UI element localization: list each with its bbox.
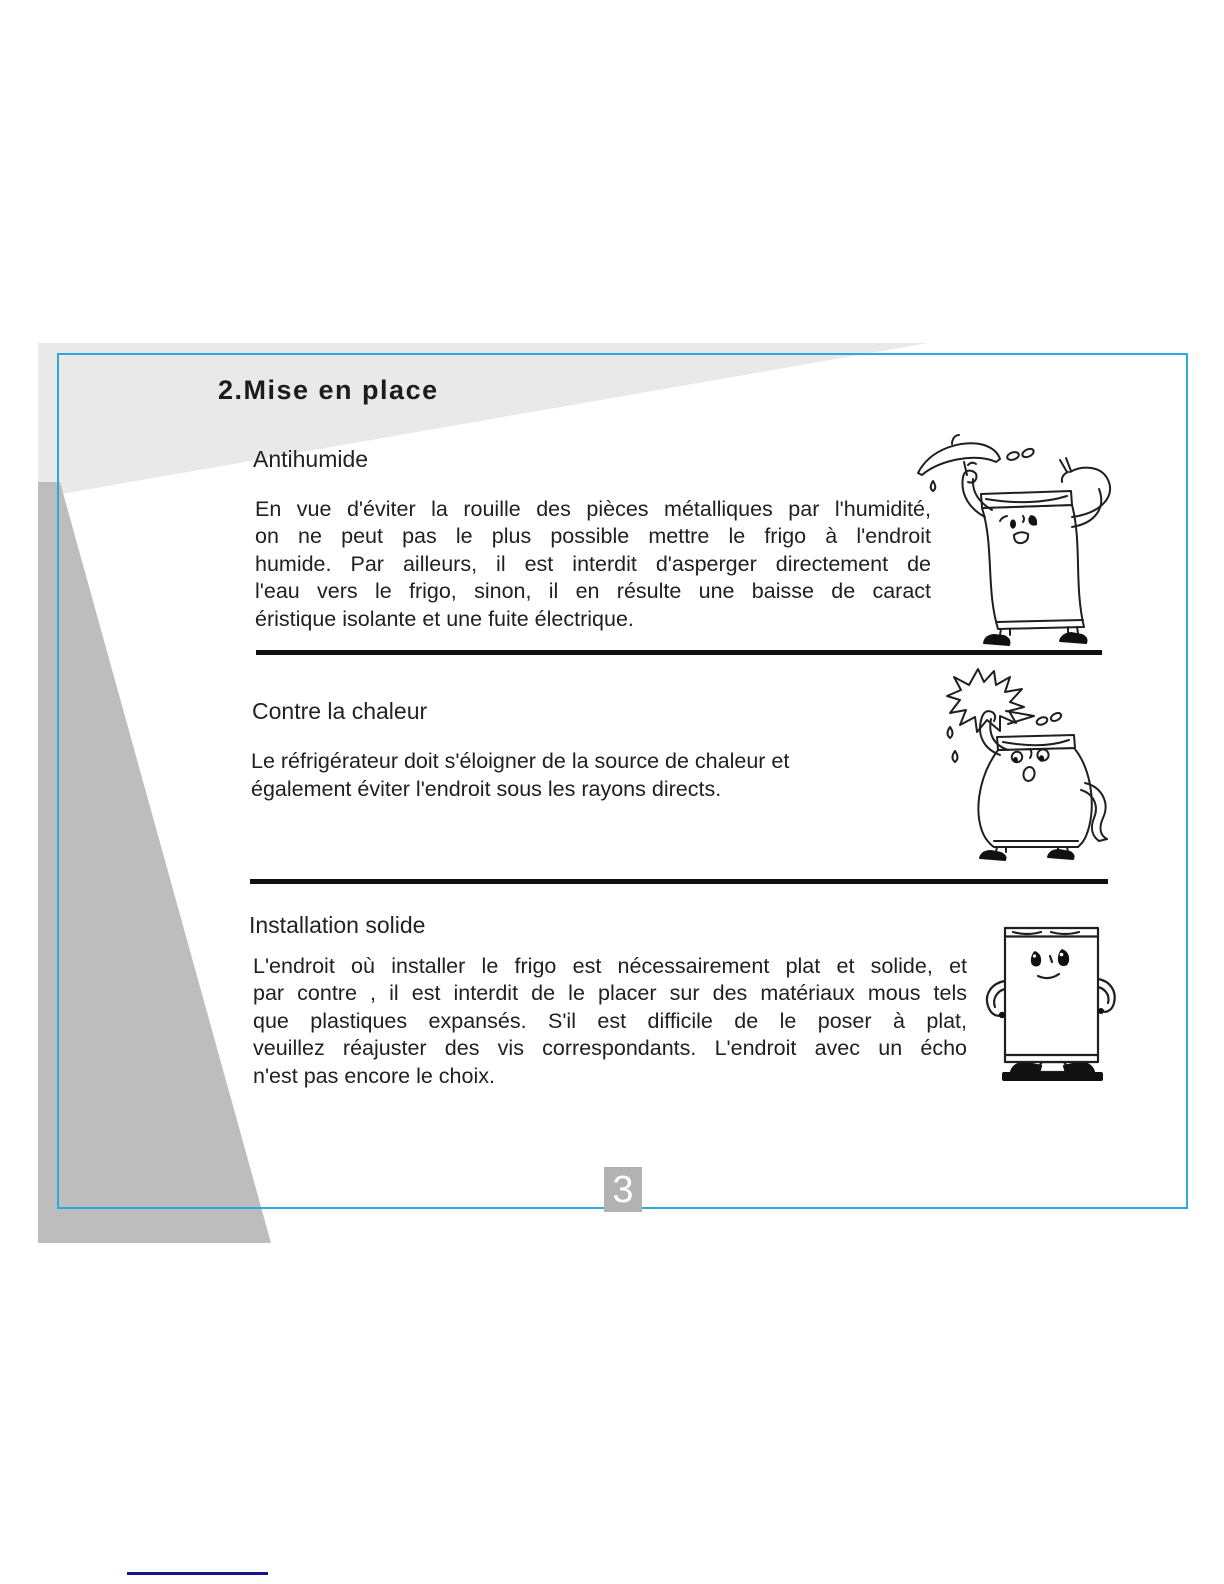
fridge-sweating-illustration: [920, 655, 1180, 890]
section-divider: [250, 879, 1108, 884]
antihumide-paragraph: [255, 496, 931, 633]
paragraph-line: on ne peut pas le plus possible mettre le frigo à l'endroit: [255, 524, 931, 549]
paragraph-line: Le réfrigérateur doit s'éloigner de la source de chaleur et: [251, 749, 790, 773]
section-heading-contre-la-chaleur: Contre la chaleur: [252, 698, 428, 724]
paragraph-line: par contre , il est interdit de le placer sur des matériaux mous tels: [253, 981, 967, 1006]
fridge-standing-firm-illustration: [955, 895, 1185, 1095]
paragraph-line: L'endroit où installer le frigo est nécessairement plat et solide, et: [253, 954, 967, 978]
paragraph-line: veuillez réajuster des vis correspondants. L'endroit avec un écho: [253, 1036, 967, 1061]
fridge-umbrella-illustration: [900, 415, 1180, 655]
footer-rule: [127, 1572, 268, 1575]
paragraph-line: l'eau vers le frigo, sinon, il en résulte une baisse de caract: [255, 579, 931, 604]
paragraph-line: éristique isolante et une fuite électrique.: [255, 606, 634, 631]
installation-paragraph: [253, 953, 967, 1090]
page-number-badge: 3: [604, 1167, 642, 1212]
paragraph-line: que plastiques expansés. S'il est difficile de le poser à plat,: [253, 1008, 967, 1033]
section-heading-installation-solide: Installation solide: [249, 912, 426, 938]
chaleur-paragraph: [251, 747, 891, 803]
paragraph-line: n'est pas encore le choix.: [253, 1063, 495, 1088]
paragraph-line: humide. Par ailleurs, il est interdit d'asperger directement de: [255, 551, 931, 576]
section-heading-antihumide: Antihumide: [253, 446, 369, 472]
paragraph-line: également éviter l'endroit sous les rayons directs.: [251, 777, 722, 801]
page-title: 2.Mise en place: [218, 375, 439, 405]
paragraph-line: En vue d'éviter la rouille des pièces métalliques par l'humidité,: [255, 497, 931, 521]
